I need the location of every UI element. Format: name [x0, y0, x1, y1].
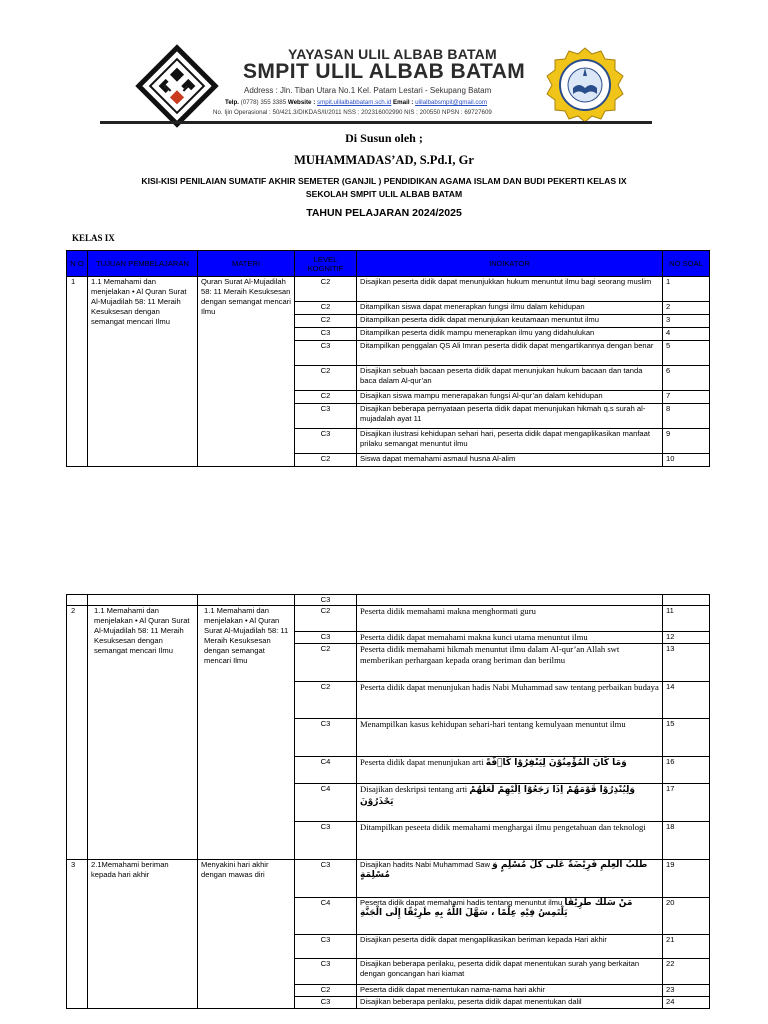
level-cell: C3 [295, 997, 357, 1009]
school-permit: No. Ijin Operasional : 50/421.3/DIKDAS/II/2011 NSS : 202316002990 NIS : 200550 NPSN : 69727609 [213, 109, 492, 116]
level-cell: C3 [295, 429, 357, 454]
soal-cell: 20 [663, 898, 710, 935]
col-header-no: N O [67, 251, 88, 277]
school-emblem-icon [545, 46, 625, 124]
level-cell: C4 [295, 757, 357, 784]
indikator-cell: Ditampilkan peseeta didik memahami menghargai ilmu pengetahuan dan teknologi [357, 822, 663, 860]
foundation-name: YAYASAN ULIL ALBAB BATAM [288, 46, 497, 62]
group-materi: 1.1 Memahami dan menjelakan • Al Quran Surat Al-Mujadilah 58: 11 Meraih Kesuksesan dengan semangat mencari Ilmu [198, 606, 295, 860]
soal-cell: 7 [663, 391, 710, 404]
soal-cell: 3 [663, 315, 710, 328]
indikator-cell: Ditampilkan peserta didik dapat menunjukan keutamaan menuntut ilmu [357, 315, 663, 328]
indikator-cell: Peserta didik memahami makna menghormati guru [357, 606, 663, 632]
group-number: 1 [67, 277, 88, 467]
group-materi: Quran Surat Al-Mujadilah 58: 11 Meraih Kesuksesan dengan semangat mencari Ilmu [198, 277, 295, 467]
document-title [0, 175, 768, 201]
indikator-cell: Peserta didik dapat memahami makna kunci utama menuntut ilmu [357, 632, 663, 644]
soal-cell: 2 [663, 302, 710, 315]
col-header-materi: MATERI [198, 251, 295, 277]
telp-number: (0778) 355 3385 [240, 99, 287, 106]
soal-cell: 5 [663, 341, 710, 366]
level-cell: C2 [295, 454, 357, 467]
school-logo-icon [135, 44, 219, 128]
empty-cell [198, 595, 295, 606]
indikator-cell [357, 784, 663, 822]
soal-cell: 4 [663, 328, 710, 341]
empty-cell [67, 595, 88, 606]
school-contacts [225, 99, 487, 106]
col-header-indikator: INDIKATOR [357, 251, 663, 277]
indikator-cell: Ditampilkan peserta didik mampu menerapkan ilmu yang didahulukan [357, 328, 663, 341]
level-cell: C3 [295, 341, 357, 366]
group-number: 3 [67, 860, 88, 1009]
arabic-verse: وَمَا كَانَ الْمُؤْمِنُوْنَ لِيَنْفِرُوْا كَاۤفَّةً [485, 758, 627, 768]
soal-cell: 11 [663, 606, 710, 632]
indikator-cell: Peserta didik memahami hikmah menuntut ilmu dalam Al-qur’an Allah swt memberikan perhargaan kepada orang beriman dan berilmu [357, 644, 663, 682]
level-cell: C3 [295, 860, 357, 898]
indikator-cell: Menampilkan kasus kehidupan sehari-hari tentang kemulyaan menuntut ilmu [357, 719, 663, 757]
indikator-cell: Peserta didik dapat menentukan nama-nama hari akhir [357, 985, 663, 997]
level-cell: C2 [295, 277, 357, 302]
group-materi: Menyakini hari akhir dengan mawas diri [198, 860, 295, 1009]
level-cell: C2 [295, 985, 357, 997]
website-label: Website : [287, 99, 316, 106]
level-cell: C3 [295, 935, 357, 959]
indikator-cell: Disajikan beberapa pernyataan peserta didik dapat menunjukan hikmah q.s surah al-mujadalah ayat 11 [357, 404, 663, 429]
indikator-cell: Disajikan sebuah bacaan peserta didik dapat menunjukan hukum bacaan dan tanda baca dalam Al-qur’an [357, 366, 663, 391]
level-cell: C2 [295, 606, 357, 632]
indikator-cell: Ditampilkan penggalan QS Ali Imran peserta didik dapat mengartikannya dengan benar [357, 341, 663, 366]
email-label: Email : [393, 99, 414, 106]
indikator-cell: Ditampilkan siswa dapat menerapkan fungsi ilmu dalam kehidupan [357, 302, 663, 315]
school-address: Address : Jln. Tiban Utara No.1 Kel. Patam Lestari - Sekupang Batam [244, 86, 492, 95]
table-header-row [67, 251, 710, 277]
indikator-cell: Peserta didik dapat menunjukan hadis Nabi Muhammad saw tentang perbaikan budaya [357, 682, 663, 719]
soal-cell: 9 [663, 429, 710, 454]
indikator-cell: Disajikan siswa mampu menerapakan fungsi Al-qur’an dalam kehidupan [357, 391, 663, 404]
soal-cell: 18 [663, 822, 710, 860]
level-cell: C3 [295, 328, 357, 341]
soal-cell: 14 [663, 682, 710, 719]
level-cell: C4 [295, 784, 357, 822]
group-number: 2 [67, 606, 88, 860]
table-row [67, 595, 710, 606]
school-name: SMPIT ULIL ALBAB BATAM [243, 60, 526, 83]
level-cell: C3 [295, 959, 357, 985]
indikator-cell: Disajikan peserta didik dapat menunjukkan hukum menuntut ilmu bagi seorang muslim [357, 277, 663, 302]
indikator-cell: Disajikan beberapa perilaku, peserta didik dapat menentukan surah yang berkaitan dengan goncangan hari kiamat [357, 959, 663, 985]
indikator-cell [357, 757, 663, 784]
grid-table-1 [66, 250, 710, 467]
table-row [67, 277, 710, 302]
group-tujuan: 1.1 Memahami dan menjelakan • Al Quran Surat Al-Mujadilah 58: 11 Meraih Kesuksesan dengan semangat mencari Ilmu [88, 277, 198, 467]
indikator-text: Peserta didik dapat menunjukan arti [360, 757, 484, 767]
website-link[interactable]: smpit.ulilalbabbatam.sch.id [317, 99, 392, 106]
level-cell: C2 [295, 644, 357, 682]
table-row [67, 606, 710, 632]
level-cell: C3 [295, 822, 357, 860]
letterhead [0, 0, 768, 128]
soal-cell: 6 [663, 366, 710, 391]
document-title-line2: SEKOLAH SMPIT ULIL ALBAB BATAM [305, 189, 463, 199]
col-header-tujuan: TUJUAN PEMBELAJARAN [88, 251, 198, 277]
level-cell: C2 [295, 302, 357, 315]
col-header-level: LEVEL KOGNITIF [295, 251, 357, 277]
soal-cell: 19 [663, 860, 710, 898]
document-title-line1: KISI-KISI PENILAIAN SUMATIF AKHIR SEMETER (GANJIL ) PENDIDIKAN AGAMA ISLAM DAN BUDI PEKERTI KELAS IX [141, 176, 627, 186]
soal-cell: 23 [663, 985, 710, 997]
soal-cell: 1 [663, 277, 710, 302]
level-cell: C3 [295, 404, 357, 429]
author-name: MUHAMMADAS’AD, S.Pd.I, Gr [294, 153, 474, 167]
empty-cell [357, 595, 663, 606]
indikator-text: Peserta didik dapat memahami hadis tentang menuntut ilmu [360, 898, 563, 907]
level-cell: C3 [295, 719, 357, 757]
telp-label: Telp. [225, 99, 239, 106]
email-link[interactable]: ulilalbabsmpit@gmail.com [415, 99, 488, 106]
table-row [67, 860, 710, 898]
soal-cell: 8 [663, 404, 710, 429]
grid-table-2 [66, 594, 710, 1009]
soal-cell: 10 [663, 454, 710, 467]
soal-cell: 24 [663, 997, 710, 1009]
level-cell: C4 [295, 898, 357, 935]
indikator-cell [357, 898, 663, 935]
level-cell: C2 [295, 315, 357, 328]
level-cell: C2 [295, 391, 357, 404]
soal-cell: 17 [663, 784, 710, 822]
arabic-verse: وَلِيُنْذِرُوْا قَوْمَهُمْ اِذَا رَجَعُوْٓا اِلَيْهِمْ لَعَلَّهُمْ يَحْذَرُوْنَ [360, 785, 636, 807]
academic-year: TAHUN PELAJARAN 2024/2025 [306, 207, 462, 219]
level-cell: C3 [295, 632, 357, 644]
soal-cell: 15 [663, 719, 710, 757]
indikator-cell: Disajikan peserta didik dapat mengaplikasikan beriman kepada Hari akhir [357, 935, 663, 959]
empty-cell [88, 595, 198, 606]
prepared-by-label: Di Susun oleh ; [345, 131, 423, 145]
level-cell: C3 [295, 595, 357, 606]
indikator-cell: Siswa dapat memahami asmaul husna Al-alim [357, 454, 663, 467]
col-header-no-soal: NO SOAL [663, 251, 710, 277]
indikator-cell [357, 860, 663, 898]
level-cell: C2 [295, 366, 357, 391]
indikator-cell: Disajikan ilustrasi kehidupan sehari hari, peserta didik dapat mengaplikasikan manfaat prilaku semangat menuntut ilmu [357, 429, 663, 454]
class-label: KELAS IX [72, 233, 115, 243]
group-tujuan: 1.1 Memahami dan menjelakan • Al Quran Surat Al-Mujadilah 58: 11 Meraih Kesuksesan dengan semangat mencari Ilmu [88, 606, 198, 860]
empty-cell [663, 595, 710, 606]
indikator-cell: Disajikan beberapa perilaku, peserta didik dapat menentukan dalil [357, 997, 663, 1009]
letterhead-divider [100, 121, 652, 124]
soal-cell: 13 [663, 644, 710, 682]
group-tujuan: 2.1Memahami beriman kepada hari akhir [88, 860, 198, 1009]
soal-cell: 21 [663, 935, 710, 959]
soal-cell: 16 [663, 757, 710, 784]
level-cell: C2 [295, 682, 357, 719]
soal-cell: 22 [663, 959, 710, 985]
arabic-hadith: مَنْ سَلَكَ طَرِيْقًا يَلْتَمِسُ فِيْهِ عِلْمًا ، سَهَّلَ اللَّهُ بِهِ طَرِيْقًا إِلَى الْجَنَّةِ [360, 898, 633, 918]
soal-cell: 12 [663, 632, 710, 644]
arabic-hadith: طَلَبُ الْعِلْمِ فَرِيْضَةٌ عَلَى كُلِّ مُسْلِمٍ وَ مُسْلِمَةٍ [360, 860, 648, 880]
indikator-text: Disajikan deskripsi tentang arti [360, 784, 468, 794]
indikator-text: Disajikan hadits Nabi Muhammad Saw [360, 860, 490, 869]
